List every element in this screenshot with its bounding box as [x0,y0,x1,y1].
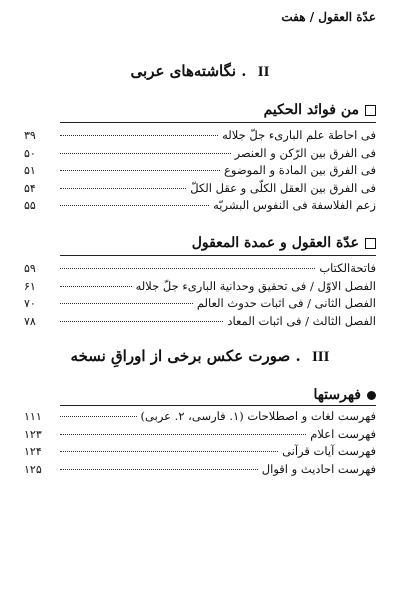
toc-entry [24,296,376,314]
toc-entry-label: فهرست احادیث و اقوال [261,461,376,476]
dot-leader [60,170,220,171]
toc-entry-label: فهرست لغات و اصطلاحات (۱. فارسی، ۲. عربی) [140,409,376,423]
dot-leader [60,205,209,206]
part-3-title: صورت عکس برخی از اوراقِ نسخه [70,347,291,365]
toc-entry [24,409,376,427]
dot-leader [60,286,132,287]
toc-entry [24,444,376,462]
toc-entry [24,146,376,164]
toc-entry [24,427,376,445]
toc-list-fawaid [24,128,376,216]
toc-entry-page-number: ۵۵ [24,199,36,212]
toc-entry-page-number: ۳۹ [24,129,36,142]
toc-entry-page-number: ۱۱۱ [24,410,42,423]
toc-entry-page-number: ۱۲۳ [24,427,42,441]
dot-leader [60,416,137,417]
toc-entry [24,198,376,216]
dot-leader [60,321,223,322]
square-bullet-icon [365,238,376,249]
toc-entry [24,279,376,297]
part-3-heading: III . صورت عکس برخی از اوراقِ نسخه [70,347,330,365]
dot-leader [60,451,278,452]
toc-entry [24,163,376,181]
running-head: عدّة العقول / هفت [281,10,376,24]
toc-entry-label: زعم الفلاسفة فی النفوس البشریّه [213,198,376,212]
toc-entry-label: فهرست آیات قرآنی [282,444,376,458]
part-2-title: نگاشته‌های عربی [130,62,237,80]
toc-entry-page-number: ۷۸ [24,314,36,328]
toc-entry-page-number: ۵۱ [24,164,36,177]
toc-entry-page-number: ۷۰ [24,297,36,310]
toc-entry-label: فی احاطة علم الباری‌ء جلّ جلاله [222,128,376,142]
section-divider [60,122,376,123]
section-fawaid-title: من فوائد الحکیم [60,102,376,118]
toc-entry-page-number: ۱۲۵ [24,462,42,476]
dot-leader [60,303,193,304]
toc-entry-page-number: ۵۰ [24,146,36,160]
toc-entry-label: الفصل الاوّل / فی تحقیق وحدانیة الباری‌ء جلّ جلاله [135,278,376,293]
section-divider [60,255,376,256]
toc-entry [24,462,376,480]
part-2-heading: II . نگاشته‌های عربی [130,62,270,80]
toc-entry-page-number: ۵۴ [24,181,36,195]
section-iddat-title: عدّة العقول و عمدة المعقول [60,235,376,251]
dot-leader [60,469,258,470]
dot-leader [60,153,231,154]
toc-entry-page-number: ۵۹ [24,262,36,275]
toc-entry-label: الفصل الثانی / فی اثبات حدوث العالم [196,296,376,310]
toc-list-indexes [24,409,376,479]
section-indexes-title: فهرستها [60,387,376,403]
toc-entry [24,261,376,279]
part-2-number: II [257,64,270,80]
toc-entry [24,128,376,146]
toc-entry [24,181,376,199]
square-bullet-icon [365,105,376,116]
toc-entry-label: فهرست اعلام [310,426,376,441]
dot-leader [60,135,218,136]
dot-leader [60,188,186,189]
toc-entry-label: فی الفرق بین المادة و الموضوع [224,163,376,177]
toc-list-iddat [24,261,376,331]
toc-entry-label: فی الفرق بین الرّکن و العنصر [234,145,376,160]
round-bullet-icon [367,391,376,400]
toc-entry-page-number: ۱۲۴ [24,445,42,458]
dot-leader [60,434,306,435]
part-3-number: III [311,349,330,365]
toc-entry-label: الفصل الثالث / فی اثبات المعاد [227,313,376,328]
toc-entry [24,314,376,332]
toc-entry-page-number: ۶۱ [24,279,36,293]
toc-entry-label: فاتحة‌الکتاب [319,261,376,275]
dot-leader [60,268,315,269]
toc-entry-label: فی الفرق بین العقل الکلّی و عقل الکلّ [190,180,376,195]
section-divider [60,405,376,406]
